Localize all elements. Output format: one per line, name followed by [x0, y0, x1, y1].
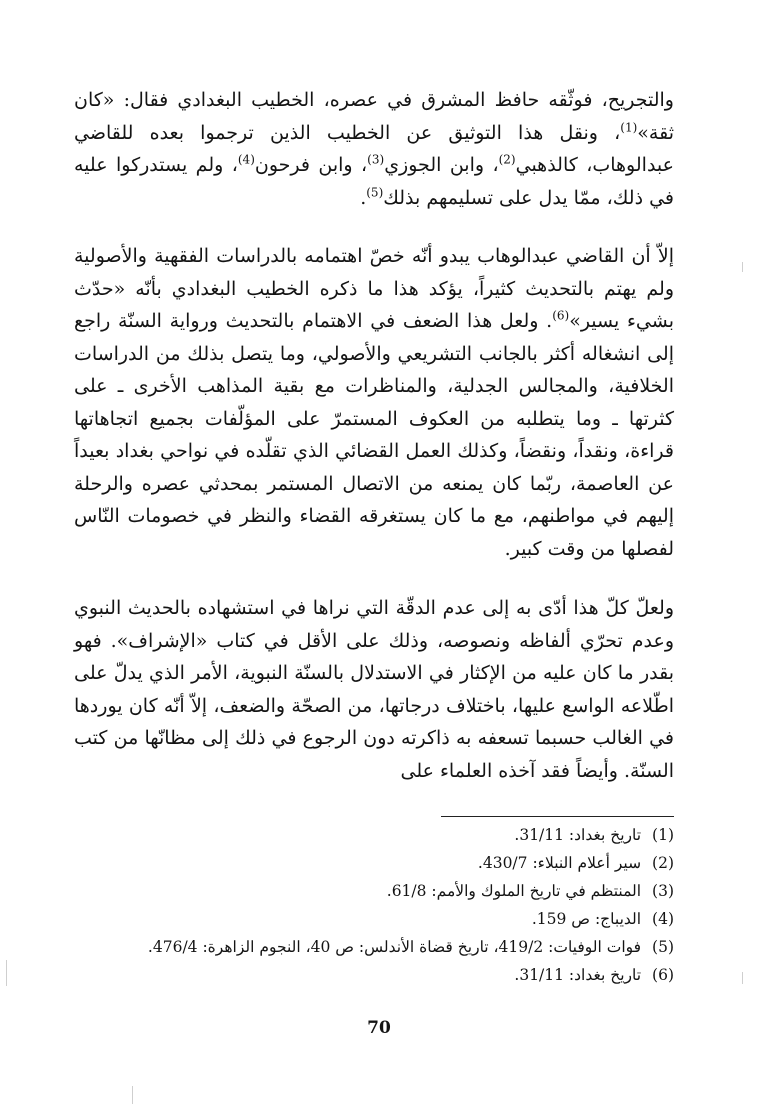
footnote-item	[74, 961, 674, 989]
footnote-ref-3[interactable]: (3)	[367, 152, 385, 167]
footnote-item	[74, 877, 674, 905]
footnote-item	[74, 905, 674, 933]
footnote-text: فوات الوفيات: 419/2، تاريخ قضاة الأندلس: ص 40، النجوم الزاهرة: 476/4.	[147, 938, 642, 956]
scan-edge-mark	[132, 1086, 133, 1104]
paragraph-2-text: إلاّ أن القاضي عبدالوهاب يبدو أنّه خصّ اهتمامه بالدراسات الفقهية والأصولية ولم يهتم بالتحديث كثيراً، يؤكد هذا ما ذكره الخطيب البغدادي بأنّه «حدّث بشيء يسير»	[74, 245, 674, 332]
footnote-ref-1[interactable]: (1)	[620, 120, 638, 135]
footnote-number: (4)	[652, 910, 674, 928]
footnote-ref-5[interactable]: (5)	[366, 185, 384, 200]
paragraph-3: ولعلّ كلّ هذا أدّى به إلى عدم الدقّة التي نراها في استشهاده بالحديث النبوي وعدم تحرّي ألفاظه ونصوصه، وذلك على الأقل في كتاب «الإشراف». فهو بقدر ما كان عليه من الإكثار في الاستدلال بالسنّة النبوية، الأمر الذي يدلّ على اطّلاعه الواسع عليها، باختلاف درجاتها، من الصحّة والضعف، إلاّ أنّه كان يوردها في الغالب حسبما تسعفه به ذاكرته دون الرجوع في ذلك إلى مظانّها من كتب السنّة. وأيضاً فقد آخذه العلماء على	[74, 597, 674, 782]
paragraph-2	[74, 240, 674, 565]
footnote-number: (6)	[652, 966, 674, 984]
footnote-divider	[441, 816, 674, 817]
paragraph-1	[74, 84, 674, 214]
paragraph-1-text: .	[360, 186, 367, 209]
footnote-text: تاريخ بغداد: 31/11.	[514, 966, 642, 984]
footnote-text: سير أعلام النبلاء: 430/7.	[477, 854, 642, 872]
footnote-item	[74, 933, 674, 961]
footnote-text: المنتظم في تاريخ الملوك والأمم: 61/8.	[386, 882, 642, 900]
scan-edge-mark	[742, 972, 743, 984]
page-number: 70	[367, 1018, 391, 1038]
scan-edge-mark	[742, 262, 743, 272]
footnote-text: تاريخ بغداد: 31/11.	[514, 826, 642, 844]
paragraph-1-text: والتجريح، فوثّقه حافظ المشرق في عصره، الخطيب البغدادي فقال: «كان ثقة»	[74, 89, 674, 144]
footnote-ref-6[interactable]: (6)	[552, 308, 570, 323]
footnote-item	[74, 821, 674, 849]
footnote-number: (1)	[652, 826, 674, 844]
paragraph-1-text: ، وابن فرحون	[254, 154, 368, 176]
footnote-number: (3)	[652, 882, 674, 900]
paragraph-1-text: ، ولم يستدركوا عليه في ذلك، ممّا يدل على تسليمهم بذلك	[74, 154, 674, 209]
footnote-item	[74, 849, 674, 877]
footnote-ref-2[interactable]: (2)	[498, 152, 516, 167]
paragraph-1-text: ، وابن الجوزي	[384, 154, 499, 176]
paragraph-1-text: ، ونقل هذا التوثيق عن الخطيب الذين ترجموا بعده للقاضي عبدالوهاب، كالذهبي	[74, 121, 674, 176]
footnote-text: الديباج: ص 159.	[531, 910, 642, 928]
paragraph-2-text: . ولعل هذا الضعف في الاهتمام بالتحديث ورواية السنّة راجع إلى انشغاله أكثر بالجانب التشريعي والأصولي، وما يتصل بذلك من الدراسات الخلافية، والمجالس الجدلية، والمناظرات مع بقية المذاهب الأخرى ـ على كثرتها ـ وما يتطلبه من العكوف المستمرّ على المؤلّفات بجميع اتجاهاتها قراءة، ونقداً، ونقضاً، وكذلك العمل القضائي الذي تقلّده في نواحي بغداد بعيداً عن العاصمة، ربّما كان يمنعه من الاتصال المستمر بمحدثي عصره والرحلة إليهم في مواطنهم، مع ما كان يستغرقه القضاء والنظر في خصومات النّاس لفصلها من وقت كبير.	[74, 310, 674, 560]
footnotes-list	[74, 821, 674, 989]
footnote-number: (5)	[652, 938, 674, 956]
footnote-number: (2)	[652, 854, 674, 872]
scan-edge-mark	[6, 960, 7, 986]
footnote-ref-4[interactable]: (4)	[237, 152, 255, 167]
